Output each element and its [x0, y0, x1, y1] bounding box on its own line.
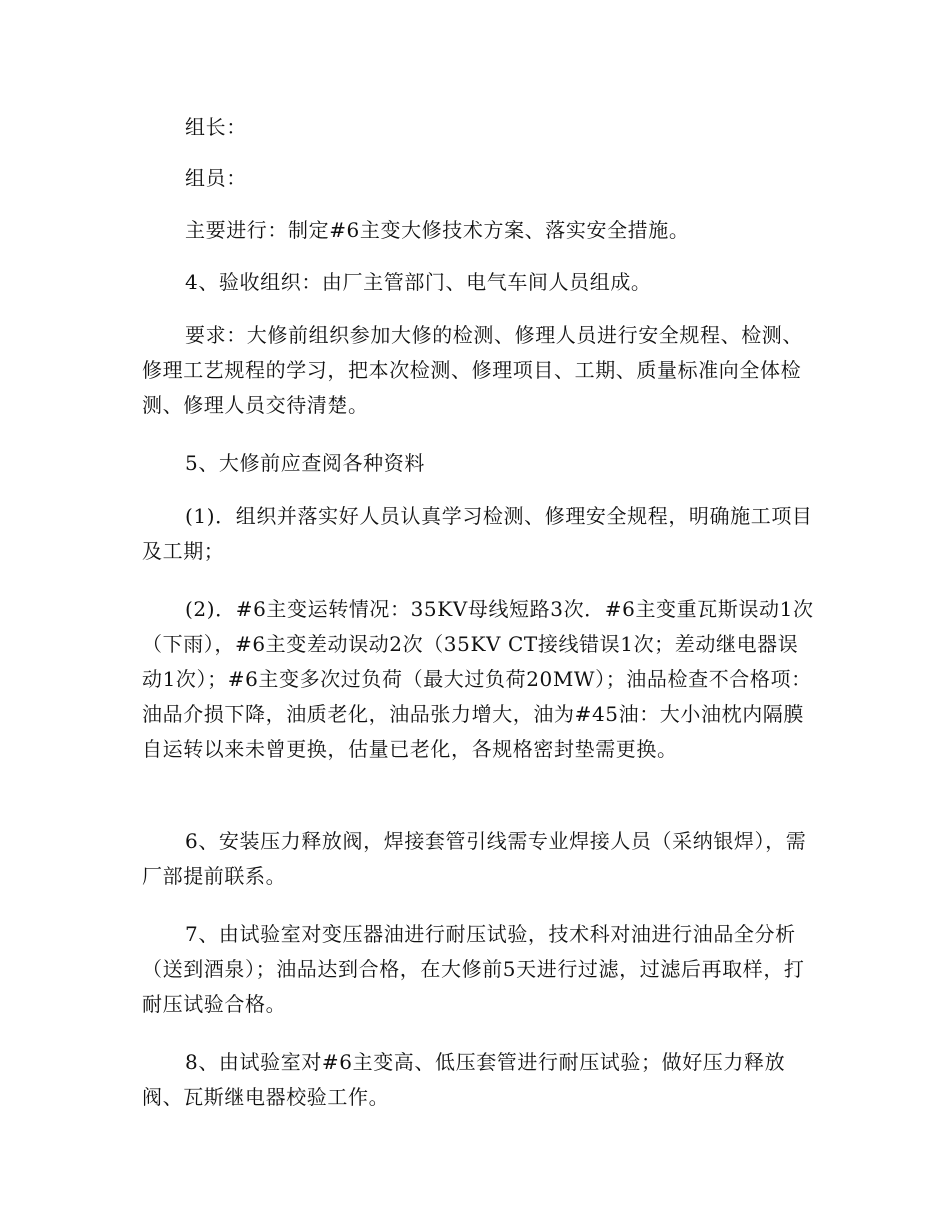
paragraph-section-5-heading: 5、大修前应查阅各种资料 [185, 451, 425, 475]
paragraph-item-2: (2)．#6主变运转情况：35KV母线短路3次．#6主变重瓦斯误动1次（下雨），#6主变差动误动2次（35KV CT接线错误1次；差动继电器误动1次）；#6主变多次过负荷（最大过负荷20MW）；油品检查不合格项：油品介损下降，油质老化，油品张力增大，油为#45油：大小油枕内隔膜自运转以来未曾更换，估量已老化，各规格密封垫需更换。 [142, 597, 814, 761]
paragraph-acceptance-organization: 4、验收组织：由厂主管部门、电气车间人员组成。 [185, 270, 652, 294]
paragraph-team-members: 组员： [185, 166, 247, 190]
paragraph-team-leader: 组长： [185, 115, 247, 139]
paragraph-requirements: 要求：大修前组织参加大修的检测、修理人员进行安全规程、检测、修理工艺规程的学习，把本次检测、修理项目、工期、质量标准向全体检测、修理人员交待清楚。 [142, 323, 803, 417]
paragraph-section-8: 8、由试验室对#6主变高、低压套管进行耐压试验；做好压力释放阀、瓦斯继电器校验工作。 [142, 1050, 786, 1109]
paragraph-item-1: (1)．组织并落实好人员认真学习检测、修理安全规程，明确施工项目及工期； [142, 504, 813, 563]
paragraph-section-7: 7、由试验室对变压器油进行耐压试验，技术科对油进行油品全分析（送到酒泉）；油品达到合格，在大修前5天进行过滤，过滤后再取样，打耐压试验合格。 [142, 922, 805, 1016]
paragraph-section-6: 6、安装压力释放阀，焊接套管引线需专业焊接人员（采纳银焊），需厂部提前联系。 [142, 829, 807, 888]
paragraph-main-tasks: 主要进行：制定#6主变大修技术方案、落实安全措施。 [185, 218, 690, 242]
